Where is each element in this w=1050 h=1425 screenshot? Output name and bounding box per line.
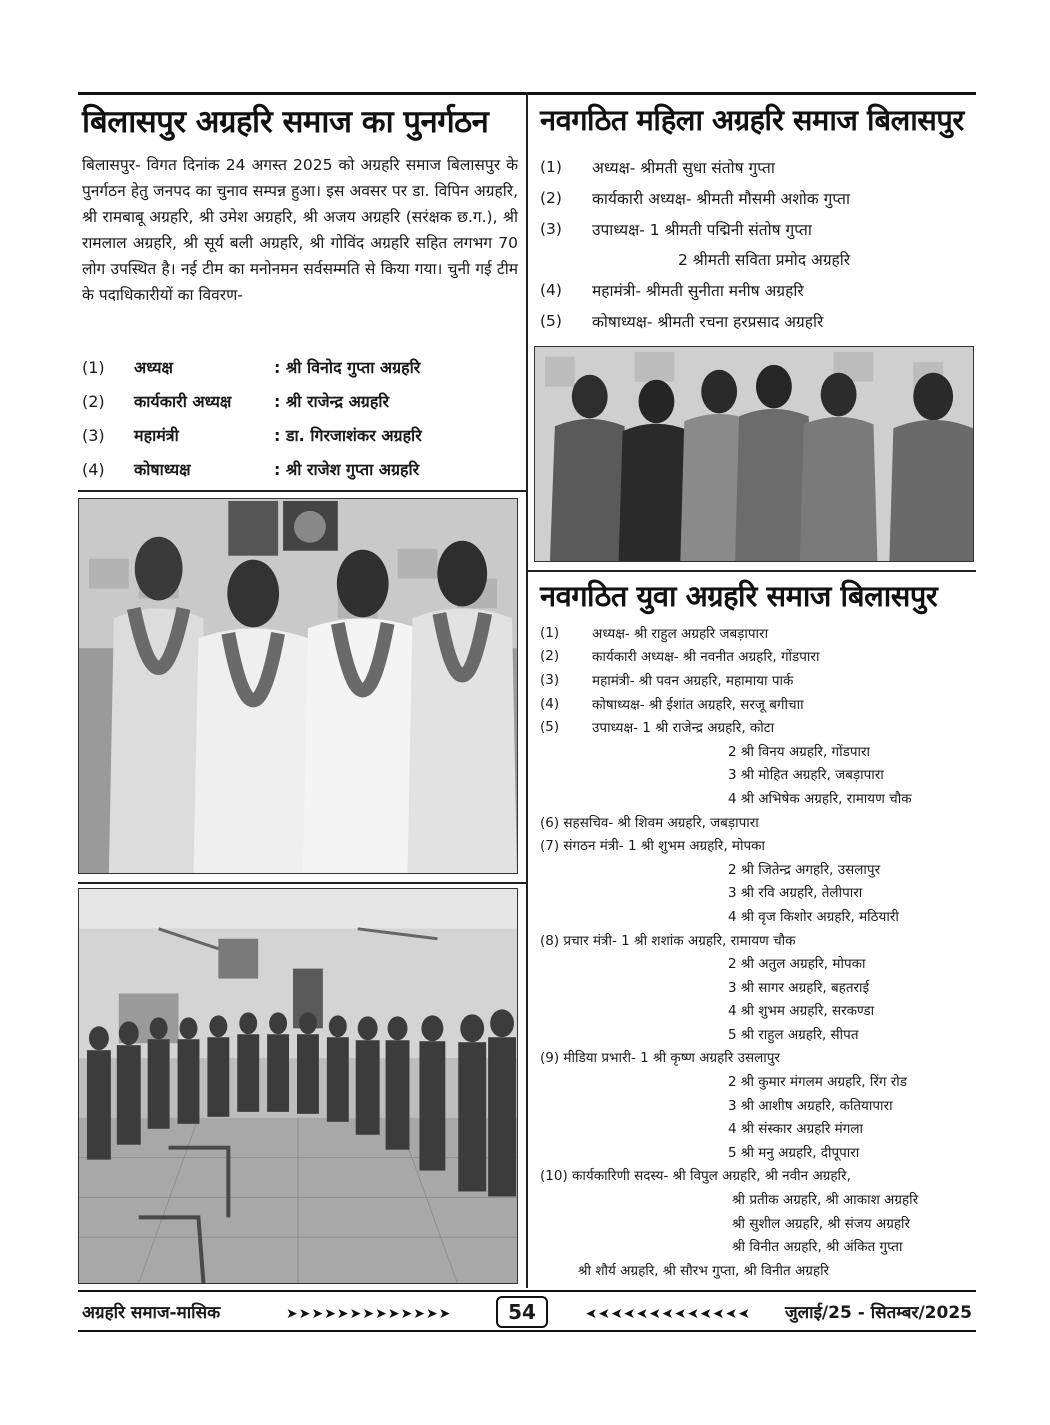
list-item [540, 305, 970, 336]
photo-group-in-hall [78, 888, 518, 1284]
officer-name: : श्री विनोद गुप्ता अग्रहरि [274, 358, 421, 377]
item-text: उपाध्यक्ष- 1 श्रीमती पद्मिनी संतोष गुप्ता [592, 220, 812, 239]
item-text: 5 श्री राहुल अग्रहरि, सीपत [728, 1026, 859, 1043]
list-item [540, 1022, 972, 1046]
item-text: 3 श्री मोहित अग्रहरि, जबड़ापारा [728, 767, 884, 784]
officer-name: : डा. गिरजाशंकर अग्रहरि [274, 426, 422, 445]
item-text: महामंत्री- श्री पवन अग्रहरि, महामाया पार्क [592, 672, 794, 689]
officer-num: (1) [82, 357, 105, 377]
officer-num: (3) [82, 425, 105, 445]
item-text: 2 श्री अतुल अग्रहरि, मोपका [728, 956, 866, 973]
list-item [540, 928, 972, 952]
list-item [540, 810, 972, 834]
item-text: श्री विनीत अग्रहरि, श्री अंकित गुप्ता [732, 1239, 903, 1256]
list-item [540, 1069, 972, 1093]
officer-name: : श्री राजेश गुप्ता अग्रहरि [274, 460, 420, 479]
footer-top-rule [78, 1290, 976, 1292]
item-text: (9) मीडिया प्रभारी- 1 श्री कृष्ण अग्रहरि उसलापुर [540, 1050, 780, 1067]
list-item [540, 999, 972, 1023]
list-item [540, 715, 972, 739]
item-text: कार्यकारी अध्यक्ष- श्रीमती मौसमी अशोक गुप्ता [592, 190, 850, 209]
section-rule [78, 882, 526, 884]
item-text: 3 श्री आशीष अग्रहरि, कतियापारा [728, 1097, 893, 1114]
officer-num: (2) [82, 391, 105, 411]
officer-row [82, 384, 518, 418]
item-text: 3 श्री रवि अग्रहरि, तेलीपारा [728, 885, 863, 902]
publication-name: अग्रहरि समाज-मासिक [82, 1303, 221, 1323]
item-num: (3) [540, 219, 562, 238]
list-item [540, 1234, 972, 1258]
officer-role: महामंत्री [134, 426, 179, 445]
list-item [540, 244, 970, 275]
item-num: (5) [540, 719, 560, 736]
list-item [540, 951, 972, 975]
list-item [540, 1116, 972, 1140]
list-item [540, 1046, 972, 1070]
list-item [540, 275, 970, 306]
officer-num: (4) [82, 459, 105, 479]
item-num: (3) [540, 671, 560, 688]
item-text: कोषाध्यक्ष- श्री ईशांत अग्रहरि, सरजू बगीचाा [592, 696, 804, 713]
page-number: 54 [496, 1296, 548, 1328]
item-num: (5) [540, 311, 562, 330]
item-text: अध्यक्ष- श्रीमती सुधा संतोष गुप्ता [592, 159, 775, 178]
list-item [540, 904, 972, 928]
item-num: (1) [540, 158, 562, 177]
item-text: उपाध्यक्ष- 1 श्री राजेन्द्र अग्रहरि, कोटा [592, 720, 775, 737]
officer-row [82, 350, 518, 384]
page-footer [78, 1296, 976, 1330]
article2-title: नवगठित महिला अग्रहरि समाज बिलासपुर [540, 103, 964, 137]
list-item [540, 1164, 972, 1188]
item-text: 4 श्री शुभम अग्रहरि, सरकण्डा [728, 1003, 875, 1020]
item-text: 2 श्रीमती सविता प्रमोद अग्रहरि [678, 251, 851, 270]
officer-name: : श्री राजेन्द्र अग्रहरि [274, 392, 390, 411]
item-text: श्री प्रतीक अग्रहरि, श्री आकाश अग्रहरि [732, 1192, 919, 1209]
list-item [540, 183, 970, 214]
list-item [540, 1140, 972, 1164]
item-num: (4) [540, 281, 562, 300]
item-text: 2 श्री विनय अग्रहरि, गोंडपारा [728, 743, 871, 760]
list-item [540, 739, 972, 763]
item-text: श्री शौर्य अग्रहरि, श्री सौरभ गुप्ता, श्री विनीत अग्रहरि [578, 1262, 830, 1279]
item-text: 5 श्री मनु अग्रहरि, दीपूपारा [728, 1144, 860, 1161]
yuva-officer-list [540, 621, 972, 1282]
item-text: कोषाध्यक्ष- श्रीमती रचना हरप्रसाद अग्रहरि [592, 312, 824, 331]
article1-title: बिलासपुर अग्रहरि समाज का पुनर्गठन [82, 104, 489, 140]
item-num: (1) [540, 624, 560, 641]
officer-role: कार्यकारी अध्यक्ष [134, 392, 232, 411]
item-text: (6) सहसचिव- श्री शिवम अग्रहरि, जबड़ापारा [540, 814, 759, 831]
item-text: 4 श्री वृज किशोर अग्रहरि, मठियारी [728, 908, 899, 925]
item-text: 4 श्री अभिषेक अग्रहरि, रामायण चौक [728, 790, 912, 807]
list-item [540, 975, 972, 999]
list-item [540, 1093, 972, 1117]
list-item [540, 668, 972, 692]
item-num: (2) [540, 648, 560, 665]
list-item [540, 857, 972, 881]
officer-row [82, 418, 518, 452]
footer-bottom-rule [78, 1330, 976, 1332]
vine-ornament-left-icon: ➤➤➤➤➤➤➤➤➤➤➤➤➤ [286, 1306, 452, 1320]
list-item [540, 152, 970, 183]
officer-role: अध्यक्ष [134, 358, 173, 377]
item-text: अध्यक्ष- श्री राहुल अग्रहरि जबड़ापारा [592, 625, 769, 642]
list-item [540, 786, 972, 810]
item-text: (7) संगठन मंत्री- 1 श्री शुभम अग्रहरि, मोपका [540, 838, 766, 855]
column-divider [526, 92, 528, 1288]
officer-row [82, 452, 518, 486]
article1-officers [82, 350, 518, 486]
list-item [540, 692, 972, 716]
list-item [540, 881, 972, 905]
item-text: 3 श्री सागर अग्रहरि, बहतराई [728, 979, 870, 996]
item-text: 4 श्री संस्कार अग्रहरि मंगला [728, 1121, 864, 1138]
list-item [540, 1258, 972, 1282]
list-item [540, 1211, 972, 1235]
item-text: (8) प्रचार मंत्री- 1 श्री शशांक अग्रहरि, रामायण चौक [540, 932, 796, 949]
item-text: 2 श्री जितेन्द्र अगहरि, उसलापुर [728, 861, 881, 878]
list-item [540, 213, 970, 244]
section-rule [526, 570, 976, 572]
item-text: श्री सुशील अग्रहरि, श्री संजय अग्रहरि [732, 1215, 911, 1232]
photo-women-garlanded [534, 346, 974, 562]
vine-ornament-right-icon: ➤➤➤➤➤➤➤➤➤➤➤➤➤ [584, 1306, 750, 1320]
officer-role: कोषाध्यक्ष [134, 460, 191, 479]
item-text: (10) कार्यकारिणी सदस्य- श्री विपुल अग्रहरि, श्री नवीन अग्रहरि, [540, 1168, 851, 1185]
mahila-officer-list [540, 152, 970, 336]
list-item [540, 1187, 972, 1211]
item-text: महामंत्री- श्रीमती सुनीता मनीष अग्रहरि [592, 282, 804, 301]
item-num: (2) [540, 189, 562, 208]
photo-four-men-garlanded [78, 498, 518, 874]
item-num: (4) [540, 695, 560, 712]
item-text: कार्यकारी अध्यक्ष- श्री नवनीत अग्रहरि, गोंडपारा [592, 649, 820, 666]
list-item [540, 645, 972, 669]
section-rule [78, 490, 526, 492]
item-text: 2 श्री कुमार मंगलम अग्रहरि, रिंग रोड [728, 1074, 908, 1091]
list-item [540, 621, 972, 645]
issue-date: जुलाई/25 - सितम्बर/2025 [785, 1303, 972, 1323]
list-item [540, 763, 972, 787]
article3-title: नवगठित युवा अग्रहरि समाज बिलासपुर [540, 579, 938, 613]
list-item [540, 833, 972, 857]
article1-body: बिलासपुर- विगत दिनांक 24 अगस्त 2025 को अग्रहरि समाज बिलासपुर के पुनर्गठन हेतु जनपद का चुनाव सम्पन्न हुआ। इस अवसर पर डा. विपिन अग्रहरि, श्री रामबाबू अग्रहरि, श्री उमेश अग्रहरि, श्री अजय अग्रहरि (सरंक्षक छ.ग.), श्री रामलाल अग्रहरि, श्री सूर्य बली अग्रहरि, श्री गोविंद अग्रहरि सहित लगभग 70 लोग उपस्थित है। नई टीम का मनोनमन सर्वसम्मति से किया गया। चुनी गई टीम के पदाधिकारीयों का विवरण- [82, 156, 518, 304]
